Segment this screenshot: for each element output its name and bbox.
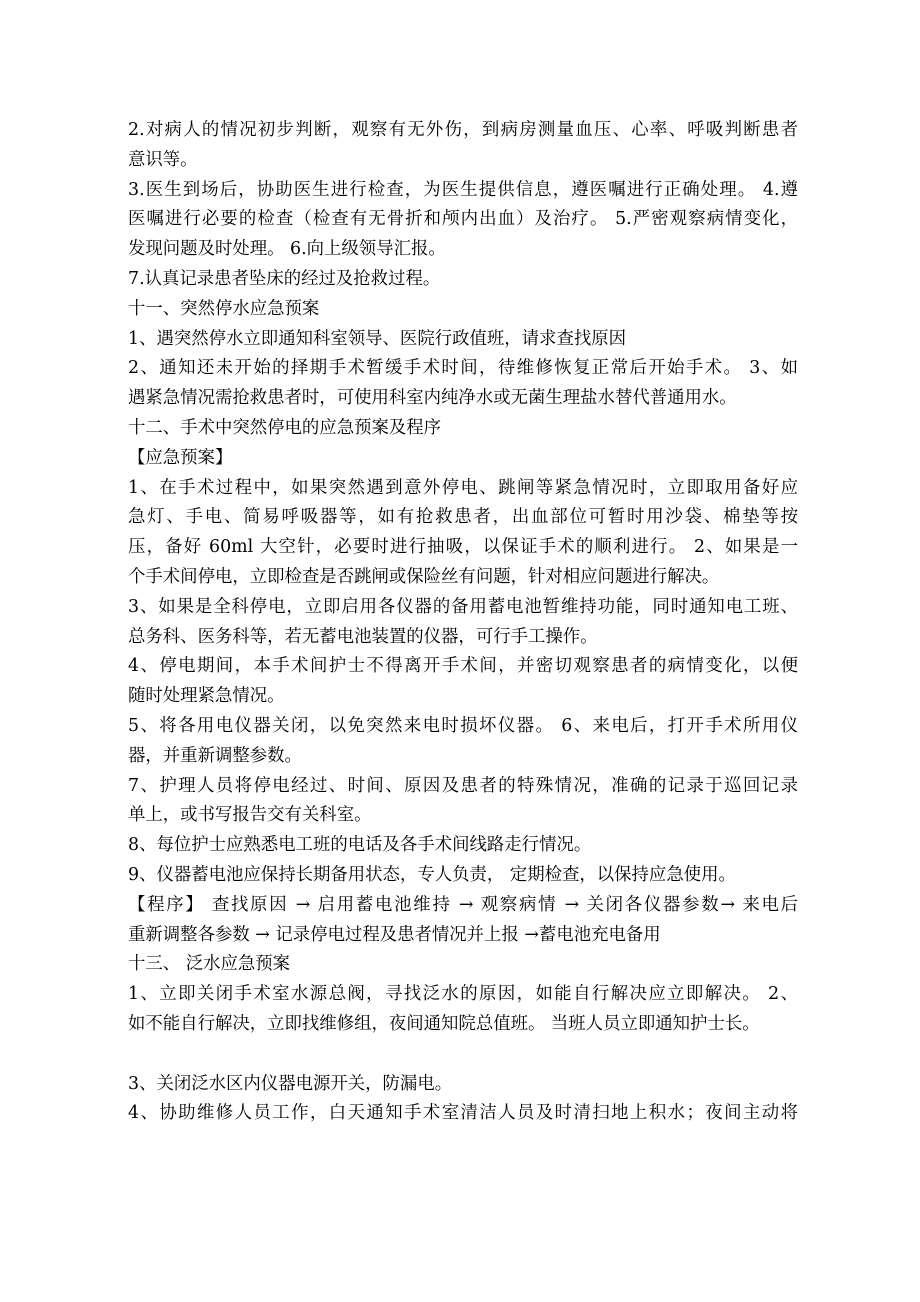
text-line: 1、在手术过程中，如果突然遇到意外停电、跳闸等紧急情况时，立即取用备好应 [128, 477, 798, 498]
section-heading: 十一、突然停水应急预案 [128, 298, 320, 319]
document-body [128, 116, 798, 1129]
text-line: 2、通知还未开始的择期手术暂缓手术时间，待维修恢复正常后开始手术。 3、如 [128, 358, 798, 379]
blank-line [128, 1040, 798, 1070]
text-line: 个手术间停电，立即检查是否跳闸或保险丝有问题，针对相应问题进行解决。 [128, 566, 720, 587]
text-line: 3、关闭泛水区内仪器电源开关，防漏电。 [128, 1073, 453, 1094]
text-line: 9、仪器蓄电池应保持长期备用状态，专人负责， 定期检查，以保持应急使用。 [128, 864, 736, 885]
text-line: 5、将各用电仪器关闭，以免突然来电时损坏仪器。 6、来电后，打开手术所用仪 [128, 715, 798, 736]
text-line: 1、遇突然停水立即通知科室领导、医院行政值班，请求查找原因 [128, 328, 627, 349]
text-line: 如不能自行解决，立即找维修组，夜间通知院总值班。 当班人员立即通知护士长。 [128, 1013, 760, 1034]
section-heading: 十二、手术中突然停电的应急预案及程序 [128, 417, 442, 438]
text-line: 发现问题及时处理。 6.向上级领导汇报。 [128, 239, 446, 260]
text-line: 8、每位护士应熟悉电工班的电话及各手术间线路走行情况。 [128, 835, 592, 856]
subsection-heading: 【应急预案】 [128, 447, 233, 468]
procedure-line: 【程序】 查找原因 → 启用蓄电池维持 → 观察病情 → 关闭各仪器参数→ 来电后 [128, 894, 798, 915]
text-line: 压，备好 60ml 大空针，必要时进行抽吸，以保证手术的顺利进行。 2、如果是一 [128, 537, 798, 558]
text-line: 单上，或书写报告交有关科室。 [128, 805, 372, 826]
text-line: 7、护理人员将停电经过、时间、原因及患者的特殊情况，准确的记录于巡回记录 [128, 775, 798, 796]
section-heading: 十三、 泛水应急预案 [128, 954, 291, 975]
text-line: 意识等。 [128, 149, 198, 170]
text-line: 急灯、手电、简易呼吸器等，如有抢救患者，出血部位可暂时用沙袋、棉垫等按 [128, 507, 798, 528]
text-line: 医嘱进行必要的检查（检查有无骨折和颅内出血）及治疗。 5.严密观察病情变化， [128, 209, 798, 230]
text-line: 2.对病人的情况初步判断，观察有无外伤，到病房测量血压、心率、呼吸判断患者 [128, 120, 798, 140]
text-line: 4、停电期间，本手术间护士不得离开手术间，并密切观察患者的病情变化，以便 [128, 656, 798, 677]
text-line: 4、协助维修人员工作，白天通知手术室清洁人员及时清扫地上积水；夜间主动将 [128, 1103, 798, 1124]
text-line: 总务科、医务科等，若无蓄电池装置的仪器，可行手工操作。 [128, 626, 598, 647]
text-line: 3、如果是全科停电，立即启用各仪器的备用蓄电池暂维持功能，同时通知电工班、 [128, 596, 798, 617]
text-line: 7.认真记录患者坠床的经过及抢救过程。 [128, 268, 441, 289]
text-line: 1、立即关闭手术室水源总阀，寻找泛水的原因，如能自行解决应立即解决。 2、 [128, 984, 798, 1005]
text-line: 器，并重新调整参数。 [128, 745, 302, 766]
text-line: 遇紧急情况需抢救患者时，可使用科室内纯净水或无菌生理盐水替代普通用水。 [128, 388, 737, 409]
text-line: 随时处理紧急情况。 [128, 686, 285, 707]
text-line: 3.医生到场后，协助医生进行检查，为医生提供信息，遵医嘱进行正确处理。 4.遵 [128, 179, 798, 200]
procedure-line: 重新调整各参数 → 记录停电过程及患者情况并上报 →蓄电池充电备用 [128, 924, 661, 945]
